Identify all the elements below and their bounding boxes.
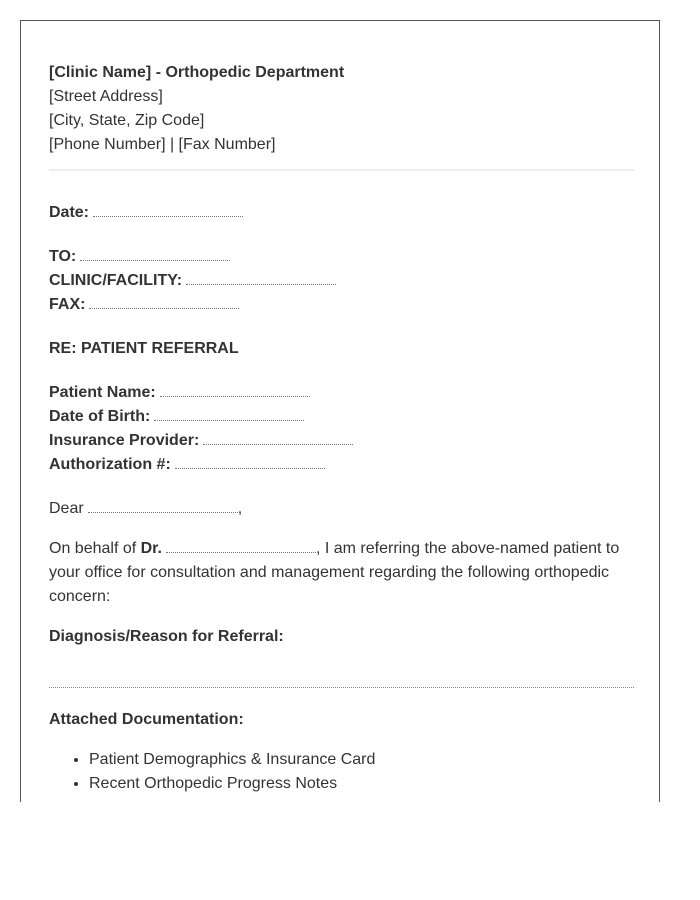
fax-label: FAX:	[49, 296, 86, 313]
authorization-field	[49, 453, 634, 477]
to-field	[49, 245, 634, 269]
insurance-field	[49, 429, 634, 453]
date-field	[49, 201, 634, 225]
salutation	[49, 497, 634, 521]
referral-letter-page	[20, 20, 660, 802]
recipient-blank[interactable]	[88, 511, 238, 513]
list-item: • Recent Orthopedic Progress Notes	[89, 772, 634, 796]
street-address: [Street Address]	[49, 88, 163, 105]
referral-paragraph	[49, 537, 634, 609]
authorization-blank[interactable]	[175, 467, 325, 469]
doctor-blank[interactable]	[166, 551, 316, 553]
behalf-prefix: On behalf of	[49, 540, 137, 557]
date-blank[interactable]	[93, 215, 243, 217]
clinic-facility-field	[49, 269, 634, 293]
patient-name-label: Patient Name:	[49, 384, 156, 401]
fax-blank[interactable]	[89, 307, 239, 309]
attached-documents-list	[49, 748, 634, 796]
letterhead	[49, 61, 634, 157]
date-label: Date:	[49, 204, 90, 221]
dob-blank[interactable]	[154, 419, 304, 421]
insurance-label: Insurance Provider:	[49, 432, 200, 449]
dear-comma: ,	[237, 500, 243, 517]
city-state-zip: [City, State, Zip Code]	[49, 112, 205, 129]
patient-name-field	[49, 381, 634, 405]
fax-field	[49, 293, 634, 317]
re-line: RE: PATIENT REFERRAL	[49, 340, 239, 357]
diagnosis-label: Diagnosis/Reason for Referral:	[49, 628, 284, 645]
letter-content	[49, 61, 634, 796]
to-label: TO:	[49, 248, 77, 265]
attached-heading: Attached Documentation:	[49, 711, 244, 728]
patient-name-blank[interactable]	[160, 395, 310, 397]
clinic-facility-blank[interactable]	[186, 283, 336, 285]
dr-label: Dr.	[140, 540, 162, 557]
dob-label: Date of Birth:	[49, 408, 151, 425]
dear-text: Dear	[49, 500, 84, 517]
list-item: • Patient Demographics & Insurance Card	[89, 748, 634, 772]
phone-fax: [Phone Number] | [Fax Number]	[49, 136, 276, 153]
insurance-blank[interactable]	[203, 443, 353, 445]
dob-field	[49, 405, 634, 429]
to-blank[interactable]	[80, 259, 230, 261]
behalf-suffix: , I am referring the above-named patient to your office for consultation and management regarding the following orthopedic concern:	[49, 540, 620, 605]
clinic-facility-label: CLINIC/FACILITY:	[49, 272, 183, 289]
authorization-label: Authorization #:	[49, 456, 171, 473]
clinic-name: [Clinic Name] - Orthopedic Department	[49, 64, 345, 81]
